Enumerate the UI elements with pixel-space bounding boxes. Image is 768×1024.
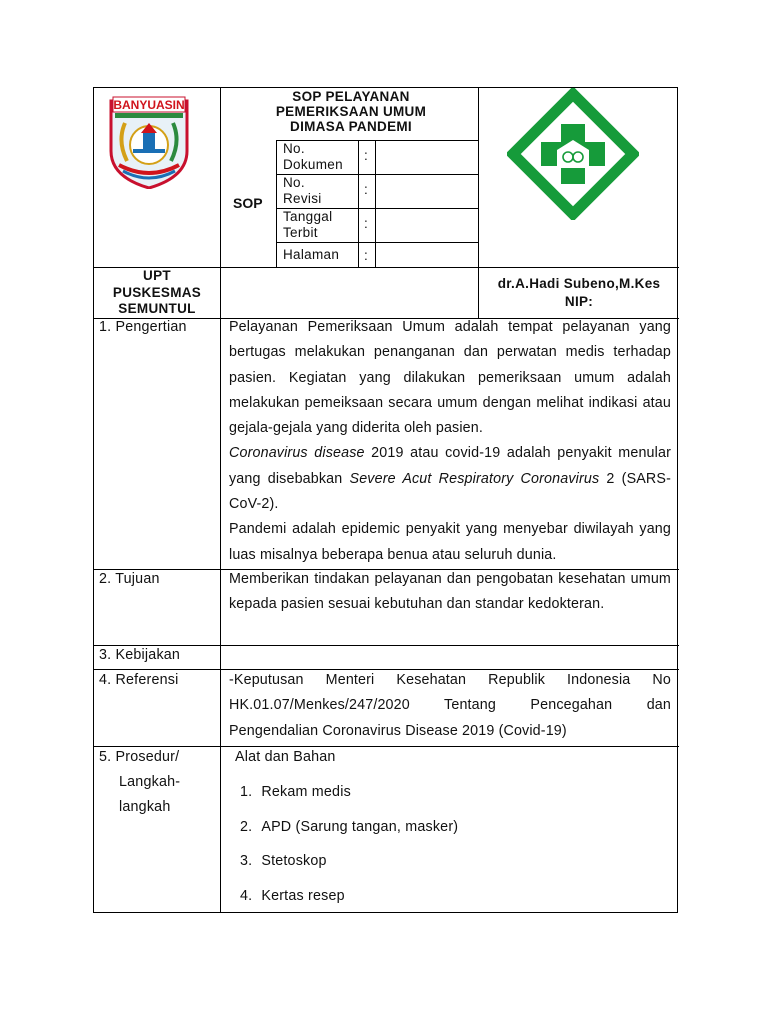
section-pengertian-body [229, 315, 671, 568]
section-prosedur-label: 5. Prosedur/ Langkah- langkah [99, 749, 181, 815]
prosedur-item-4: 4. Kertas resep [240, 888, 345, 904]
section-pengertian-label: 1. Pengertian [99, 319, 187, 335]
section-tujuan-body: Memberikan tindakan pelayanan dan pengobatan kesehatan umum kepada pasien sesuai kebutuhan dan standar kedokteran. [229, 571, 671, 613]
meta-value-divider [375, 140, 376, 267]
meta-label-divider [276, 140, 277, 267]
meta-line-3 [276, 242, 479, 243]
signer-nip: NIP: [564, 293, 594, 309]
column-divider [220, 88, 221, 913]
meta-halaman-label: Halaman [283, 247, 340, 262]
title-line-2: PEMERIKSAAN UMUM [275, 104, 427, 119]
prosedur-item-2: 2. APD (Sarung tangan, masker) [240, 819, 459, 835]
meta-no-revisi-colon: : [364, 182, 368, 197]
svg-text:BANYUASIN: BANYUASIN [113, 98, 185, 112]
prosedur-item-1: 1. Rekam medis [240, 784, 351, 800]
section-line-4 [94, 746, 679, 747]
puskesmas-emblem [507, 88, 639, 220]
unit-name: UPT PUSKESMAS SEMUNTUL [112, 268, 202, 316]
meta-tanggal-terbit-colon: : [364, 216, 368, 231]
sop-document [93, 87, 678, 913]
meta-tanggal-terbit-label: Tanggal Terbit [283, 209, 333, 240]
meta-colon-divider [358, 140, 359, 267]
section-tujuan-label: 2. Tujuan [99, 571, 160, 587]
banyuasin-logo [105, 93, 193, 189]
pengertian-paragraph-3: Pandemi adalah epidemic penyakit yang menyebar diwilayah yang luas misalnya beberapa benua atau seluruh dunia. [229, 521, 671, 563]
meta-no-dokumen-label: No. Dokumen [283, 141, 343, 172]
prosedur-item-3: 3. Stetoskop [240, 853, 327, 869]
prosedur-heading: Alat dan Bahan [235, 749, 336, 765]
sop-label: SOP [233, 195, 263, 211]
section-line-2 [94, 645, 679, 646]
meta-no-revisi-label: No. Revisi [283, 175, 322, 206]
meta-no-dokumen-colon: : [364, 148, 368, 163]
pengertian-paragraph-2: Coronavirus disease 2019 atau covid-19 adalah penyakit menular yang disebabkan Severe Acut Respiratory Coronavirus 2 (SARS-CoV-2). [229, 445, 672, 513]
title-line-1: SOP PELAYANAN [292, 89, 410, 104]
title-line-3: DIMASA PANDEMI [290, 119, 412, 134]
sop-title [224, 89, 478, 134]
meta-halaman-colon: : [364, 248, 368, 263]
pengertian-paragraph-1: Pelayanan Pemeriksaan Umum adalah tempat pelayanan yang bertugas melakukan penanganan dan perwatan medis terhadap pasien. Kegiatan yang dilakukan pemeriksaan umum adalah melakukan pemeiksaan secara umum dengan melihat indikasi atau gejala-gejala yang diderita oleh pasien. [229, 319, 671, 437]
section-referensi-label: 4. Referensi [99, 672, 179, 688]
section-referensi-body: -Keputusan Menteri Kesehatan Republik Indonesia No HK.01.07/Menkes/247/2020 Tentang Pencegahan dan Pengendalian Coronavirus Disease 2019 (Covid-19) [229, 672, 671, 739]
signer-block [479, 275, 679, 310]
section-kebijakan-label: 3. Kebijakan [99, 647, 181, 663]
signer-name: dr.A.Hadi Subeno,M.Kes [497, 276, 661, 291]
